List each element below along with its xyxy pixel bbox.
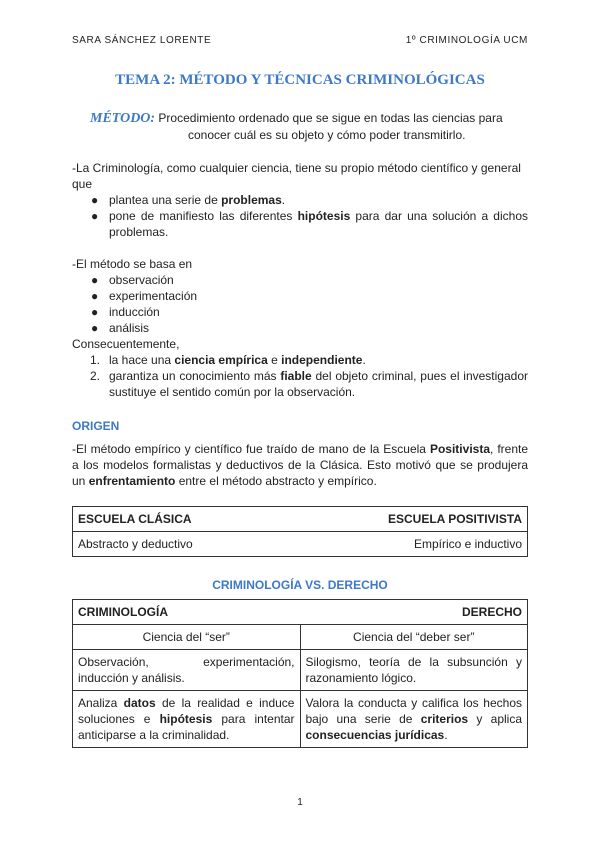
header-author: SARA SÁNCHEZ LORENTE <box>72 35 212 46</box>
table-row <box>73 532 528 557</box>
list-item: ● experimentación <box>91 289 198 303</box>
list-item: ● plantea una serie de problemas. <box>91 193 286 207</box>
table-row <box>73 650 528 691</box>
metodo-definition: Procedimiento ordenado que se sigue en todas las ciencias para conocer cuál es su objeto y cómo poder transmitirlo. <box>158 111 503 142</box>
list-item: ● inducción <box>91 305 160 319</box>
page-number: 1 <box>297 797 303 808</box>
escuelas-table <box>72 506 528 557</box>
metodo-definition-block <box>90 110 530 144</box>
table-cell: Ciencia del “deber ser” <box>300 625 528 650</box>
base-text: -El método se basa en <box>72 257 193 271</box>
table-cell: Empírico e inductivo <box>284 532 528 557</box>
crim-vs-derecho-heading: CRIMINOLOGÍA VS. DERECHO <box>212 578 388 592</box>
header-course: 1º CRIMINOLOGÍA UCM <box>405 35 528 46</box>
table-cell: Valora la conducta y califica los hechos bajo una serie de criterios y aplica consecuencias jurídicas. <box>300 691 528 748</box>
table-cell: Ciencia del “ser” <box>73 625 301 650</box>
page-header <box>72 35 528 46</box>
intro-bullet-list <box>72 192 528 240</box>
list-item: ● pone de manifiesto las diferentes hipótesis para dar una solución a dichos problemas. <box>91 209 528 239</box>
table-header-positivista: ESCUELA POSITIVISTA <box>284 507 528 532</box>
table-cell: Abstracto y deductivo <box>73 532 284 557</box>
origen-paragraph: -El método empírico y científico fue traído de mano de la Escuela Positivista, frente a los modelos formalistas y deductivos de la Clásica. Esto motivó que se produjera un enfrentamiento entre el método abstracto y empírico. <box>72 442 529 488</box>
metodo-label: MÉTODO: <box>90 111 156 126</box>
list-item: 2. garantiza un conocimiento más fiable del objeto criminal, pues el investigador sustituye el sentido común por la observación. <box>90 369 528 399</box>
table-header-criminologia: CRIMINOLOGÍA <box>73 600 301 625</box>
table-header-clasica: ESCUELA CLÁSICA <box>73 507 284 532</box>
list-item: ● análisis <box>91 321 150 335</box>
consecuencias-list <box>72 352 528 400</box>
list-item: 1. la hace una ciencia empírica e independiente. <box>90 353 366 367</box>
table-cell: Silogismo, teoría de la subsunción y razonamiento lógico. <box>300 650 528 691</box>
table-row <box>73 600 528 625</box>
table-cell: Observación, experimentación, inducción y análisis. <box>73 650 301 691</box>
base-bullet-list <box>72 272 528 336</box>
list-item: ● observación <box>91 273 174 287</box>
table-row <box>73 625 528 650</box>
table-cell: Analiza datos de la realidad e induce soluciones e hipótesis para intentar anticiparse a la criminalidad. <box>73 691 301 748</box>
crim-vs-derecho-table <box>72 599 528 748</box>
base-section <box>72 256 528 400</box>
intro-section <box>72 160 528 240</box>
intro-text: -La Criminología, como cualquier ciencia, tiene su propio método científico y general que <box>72 161 521 191</box>
table-header-derecho: DERECHO <box>300 600 528 625</box>
table-row <box>73 691 528 748</box>
consecuencias-text: Consecuentemente, <box>72 337 180 351</box>
origen-heading: ORIGEN <box>72 419 120 433</box>
page-title: TEMA 2: MÉTODO Y TÉCNICAS CRIMINOLÓGICAS <box>115 72 485 88</box>
table-row <box>73 507 528 532</box>
